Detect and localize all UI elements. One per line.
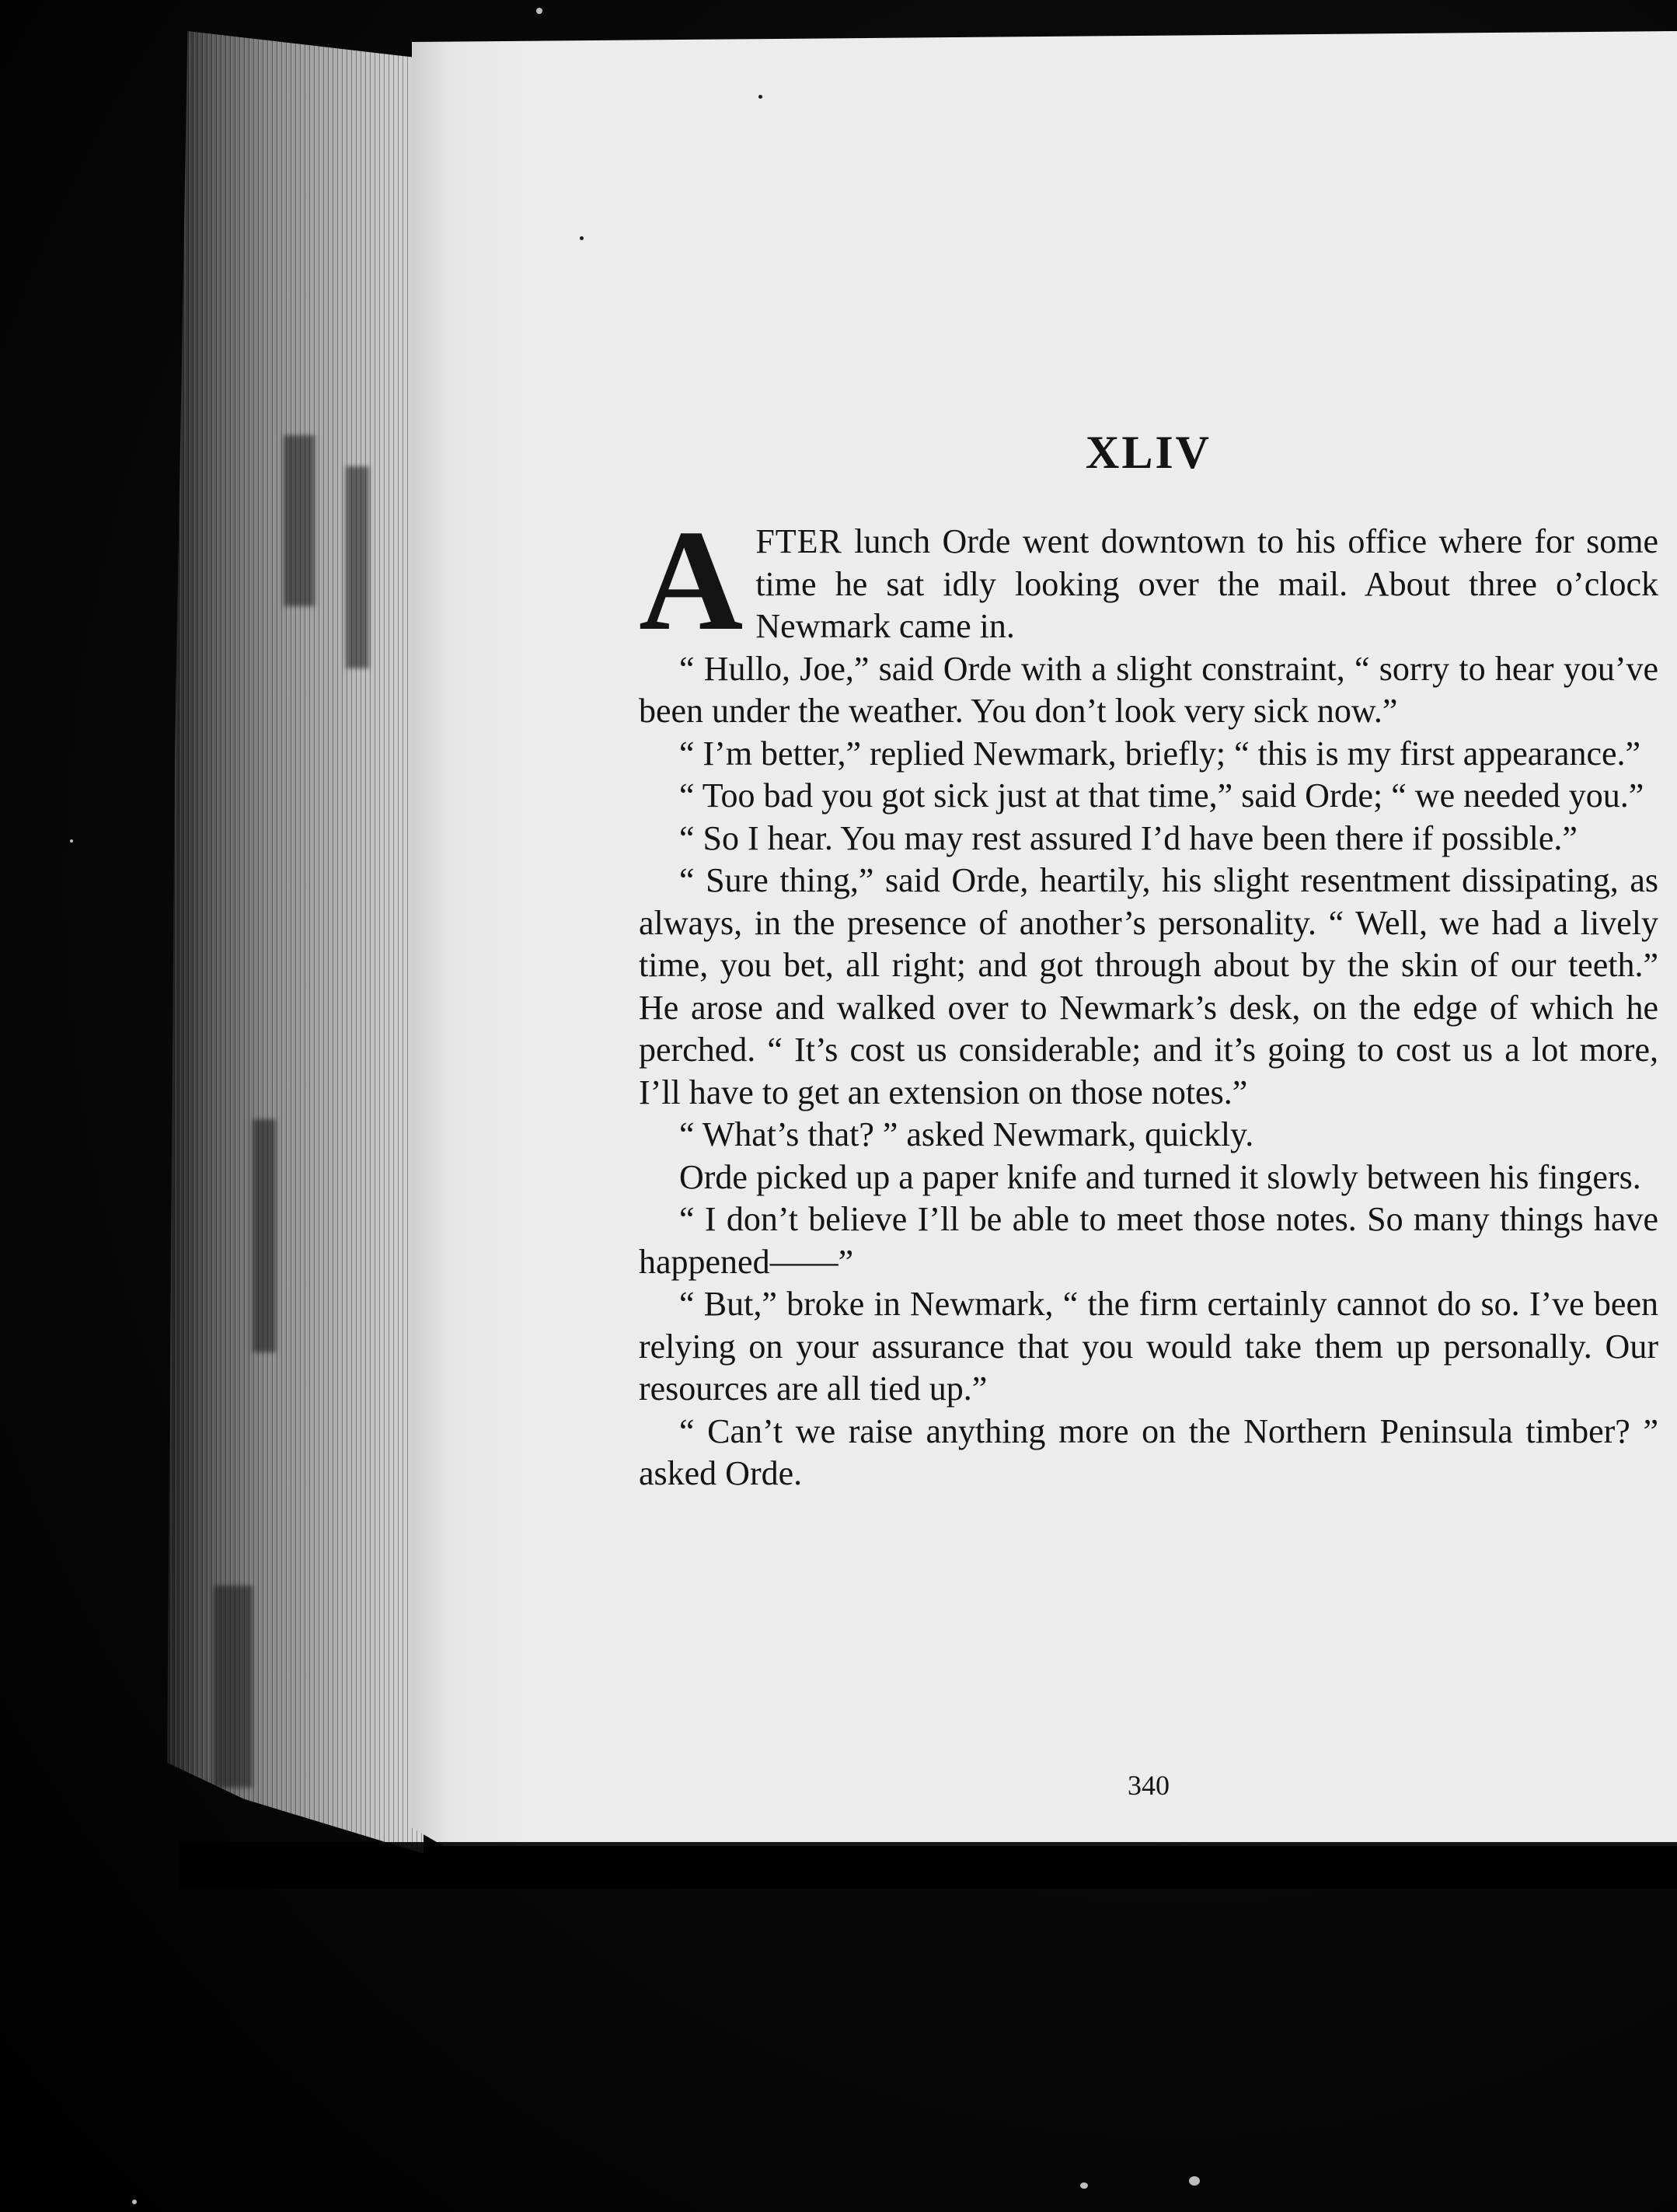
opening-paragraph <box>639 501 1658 661</box>
paragraph: “ Hullo, Joe,” said Orde with a slight constraint, “ sorry to hear you’ve been under the weather. You don’t look very sick now.” <box>639 649 1658 730</box>
paragraph: “ Sure thing,” said Orde, heartily, his slight resentment dissipating, as always, in the presence of another’s personality. “ Well, we had a lively time, you bet, all right; and got through about by the skin of our teeth.” He arose and walked over to Newmark’s desk, on the edge of which he perched. “ It’s cost us considerable; and it’s going to cost us a lot more, I’ll have to get an extension on those notes.” <box>639 861 1658 1111</box>
paragraph: Orde picked up a paper knife and turned it slowly between his fingers. <box>679 1157 1641 1196</box>
dust-speck <box>1189 2176 1200 2186</box>
dust-speck <box>580 236 584 240</box>
paragraph: “ So I hear. You may rest assured I’d have been there if possible.” <box>679 818 1578 857</box>
dust-speck <box>132 2200 137 2204</box>
page-fore-edge <box>167 31 424 1854</box>
opening-text: lunch Orde went downtown to his office where for some time he sat idly looking over the mail. About three o’clock Newmark came in. <box>755 522 1658 645</box>
paragraph: “ But,” broke in Newmark, “ the firm certainly cannot do so. I’ve been relying on your assurance that you would take them up personally. Our resources are all tied up.” <box>639 1285 1658 1408</box>
chapter-title: XLIV <box>1085 427 1212 478</box>
paragraph: “ I don’t believe I’ll be able to meet those notes. So many things have happened——” <box>639 1200 1658 1281</box>
paragraph: “ Can’t we raise anything more on the Northern Peninsula timber? ” asked Orde. <box>639 1411 1658 1492</box>
dust-speck <box>70 839 73 843</box>
drop-cap: A <box>639 501 744 661</box>
chapter-text <box>639 501 1658 1495</box>
page-number: 340 <box>1128 1770 1170 1801</box>
paragraph: “ Too bad you got sick just at that time,” said Orde; “ we needed you.” <box>679 776 1644 815</box>
dust-speck <box>1080 2182 1088 2189</box>
paragraph: “ I’m better,” replied Newmark, briefly; “ this is my first appearance.” <box>679 734 1641 773</box>
dust-speck <box>536 8 542 14</box>
opening-first-word: FTER <box>755 522 842 560</box>
paragraph: “ What’s that? ” asked Newmark, quickly. <box>679 1115 1254 1153</box>
page-bottom-shadow <box>179 1842 1677 1889</box>
dust-speck <box>758 95 762 99</box>
